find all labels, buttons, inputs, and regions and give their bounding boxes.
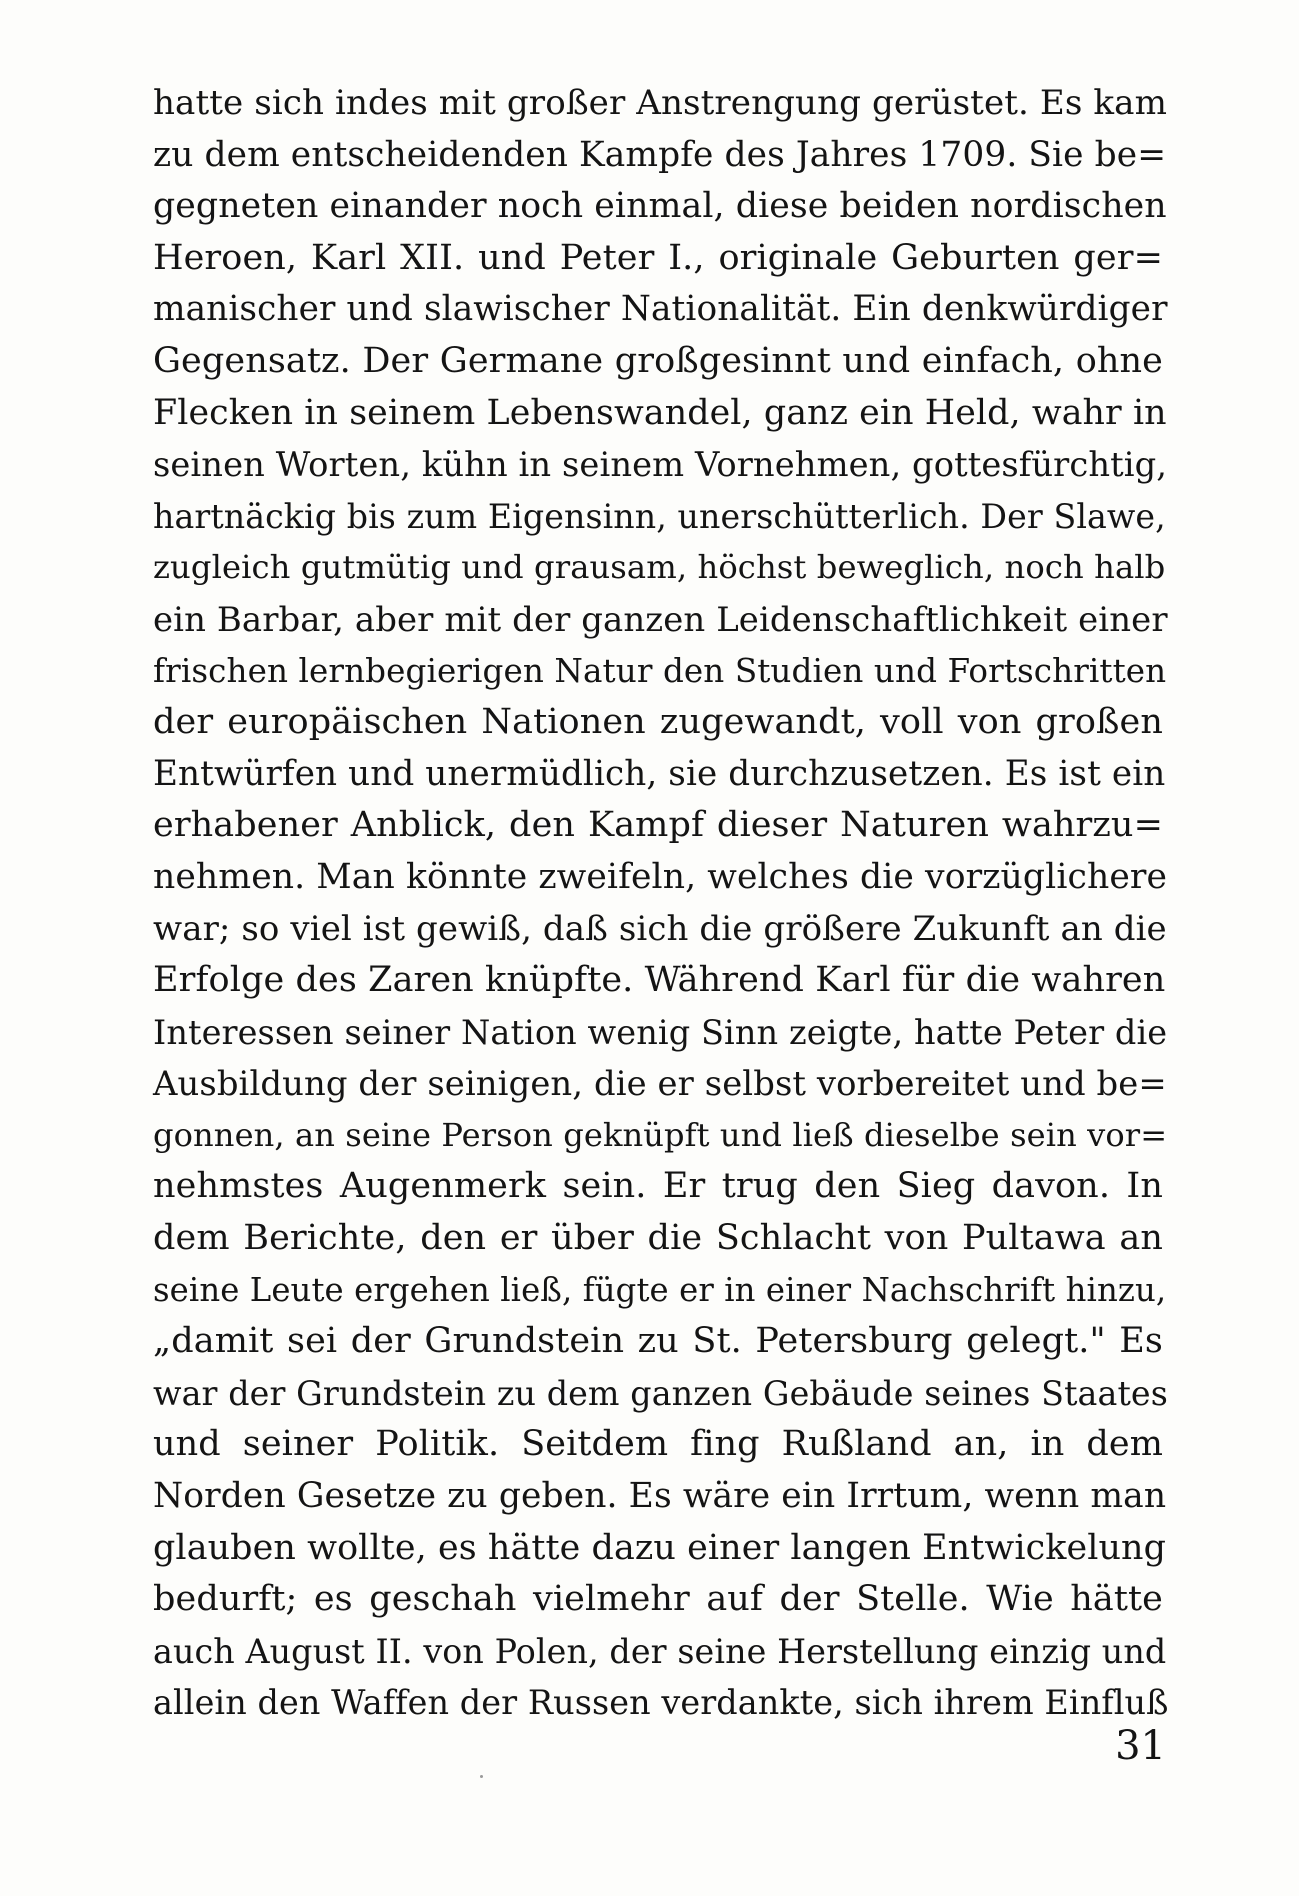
text-line: ein Barbar, aber mit der ganzen Leidenschaftlichkeit einer	[153, 599, 1168, 639]
text-line: Entwürfen und unermüdlich, sie durchzusetzen. Es ist ein	[153, 753, 1166, 794]
text-line: der europäischen Nationen zugewandt, voll von großen	[153, 702, 1163, 743]
text-line: gonnen, an seine Person geknüpft und ließ dieselbe sein vor=	[153, 1115, 1168, 1154]
text-line: Flecken in seinem Lebenswandel, ganz ein Held, wahr in	[153, 392, 1167, 433]
text-line: Gegensatz. Der Germane großgesinnt und einfach, ohne	[153, 340, 1163, 381]
text-line: manischer und slawischer Nationalität. Ein denkwürdiger	[153, 289, 1168, 330]
text-line: allein den Waffen der Russen verdankte, sich ihrem Einfluß	[153, 1683, 1169, 1723]
text-line: zu dem entscheidenden Kampfe des Jahres 1709. Sie be=	[153, 134, 1167, 175]
text-line: Interessen seiner Nation wenig Sinn zeigte, hatte Peter die	[153, 1012, 1168, 1052]
text-line: seinen Worten, kühn in seinem Vornehmen, gottesfürchtig,	[153, 445, 1168, 485]
text-line: erhabener Anblick, den Kampf dieser Naturen wahrzu=	[153, 805, 1163, 846]
text-line: zugleich gutmütig und grausam, höchst beweglich, noch halb	[153, 548, 1166, 587]
text-line: nehmen. Man könnte zweifeln, welches die vorzüglichere	[153, 856, 1168, 897]
text-line: „damit sei der Grundstein zu St. Petersburg gelegt." Es	[153, 1321, 1163, 1362]
text-line: Norden Gesetze zu geben. Es wäre ein Irrtum, wenn man	[153, 1476, 1167, 1517]
text-line: war; so viel ist gewiß, daß sich die größere Zukunft an die	[153, 908, 1167, 949]
text-line: Heroen, Karl XII. und Peter I., originale Geburten ger=	[153, 237, 1163, 278]
text-line: und seiner Politik. Seitdem fing Rußland an, in dem	[153, 1424, 1163, 1465]
text-line: gegneten einander noch einmal, diese beiden nordischen	[153, 186, 1167, 227]
text-line: nehmstes Augenmerk sein. Er trug den Sieg davon. In	[153, 1166, 1163, 1207]
body-text	[153, 78, 1169, 1729]
text-line: Erfolge des Zaren knüpfte. Während Karl für die wahren	[153, 960, 1166, 1001]
text-line: Ausbildung der seinigen, die er selbst vorbereitet und be=	[153, 1064, 1167, 1104]
text-line: hartnäckig bis zum Eigensinn, unerschütterlich. Der Slawe,	[153, 496, 1166, 536]
text-line: auch August II. von Polen, der seine Herstellung einzig und	[153, 1631, 1167, 1671]
print-speck	[480, 1775, 483, 1778]
text-line: dem Berichte, den er über die Schlacht von Pultawa an	[153, 1218, 1163, 1259]
text-line: frischen lernbegierigen Natur den Studien und Fortschritten	[153, 651, 1167, 690]
page-number: 31	[1115, 1723, 1166, 1769]
text-line: bedurft; es geschah vielmehr auf der Stelle. Wie hätte	[153, 1579, 1163, 1620]
text-line: hatte sich indes mit großer Anstrengung gerüstet. Es kam	[153, 83, 1167, 123]
text-line: war der Grundstein zu dem ganzen Gebäude seines Staates	[153, 1373, 1168, 1413]
text-line: seine Leute ergehen ließ, fügte er in einer Nachschrift hinzu,	[153, 1270, 1167, 1309]
text-line: glauben wollte, es hätte dazu einer langen Entwickelung	[153, 1527, 1167, 1568]
